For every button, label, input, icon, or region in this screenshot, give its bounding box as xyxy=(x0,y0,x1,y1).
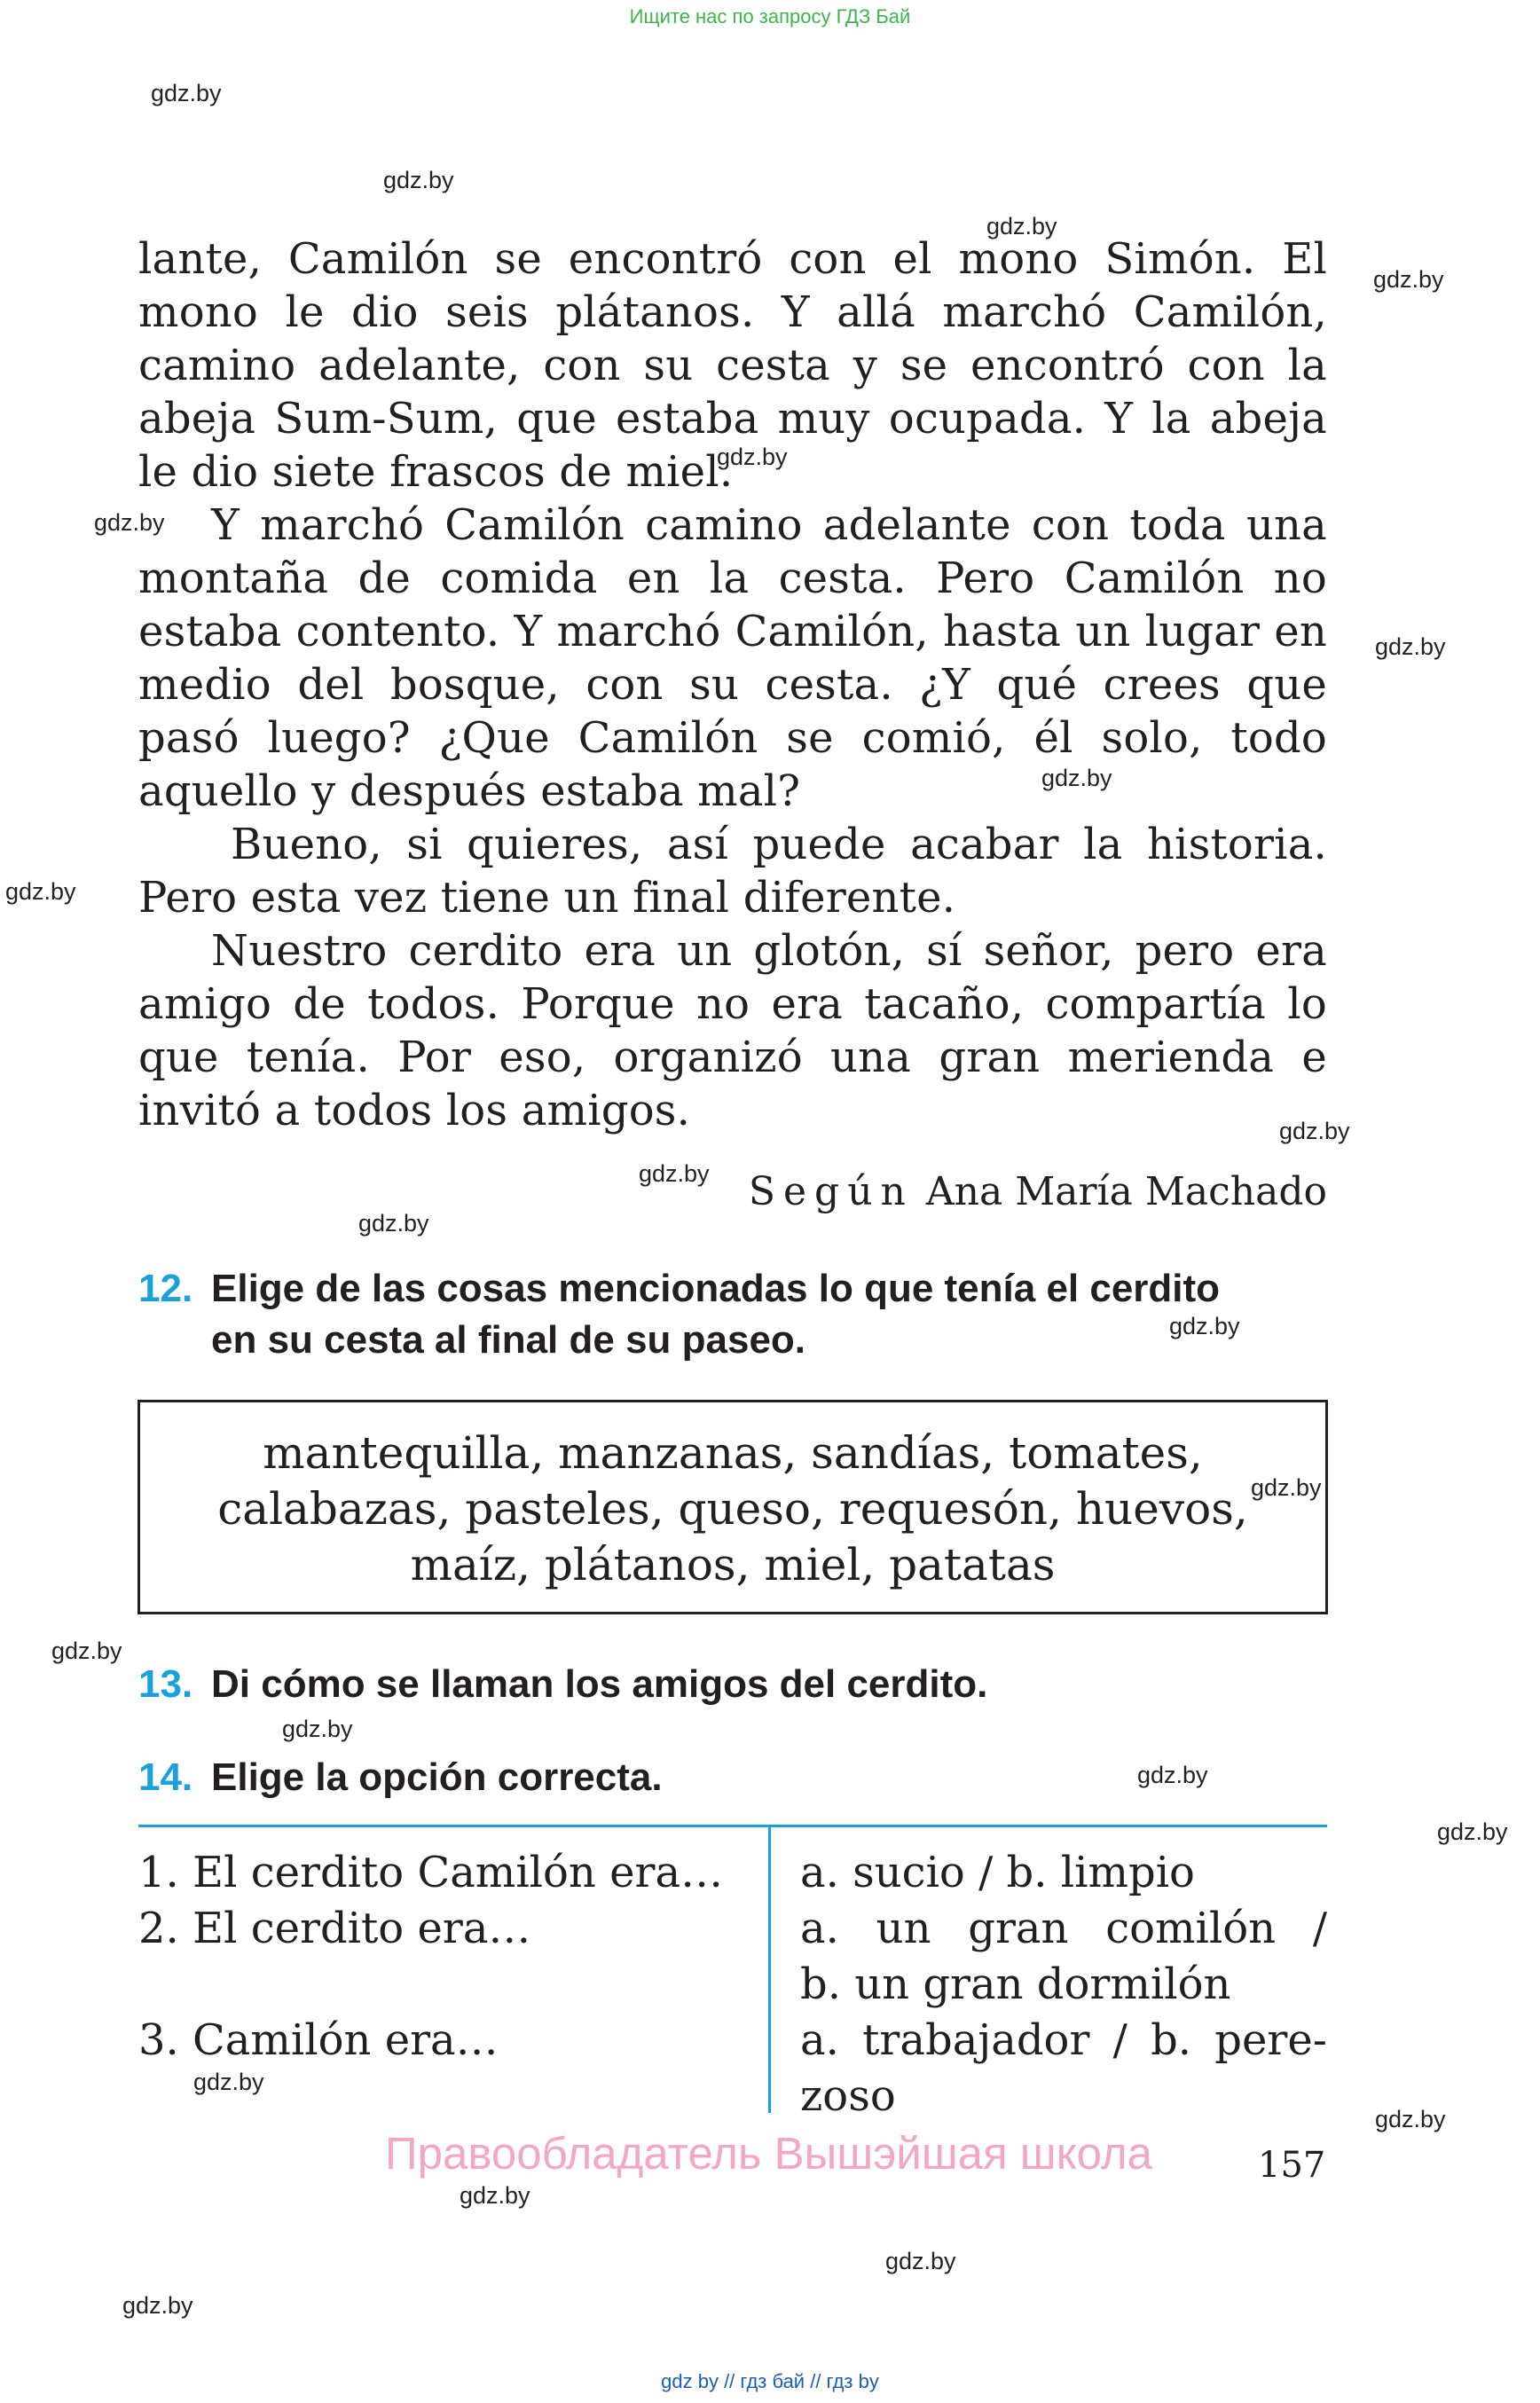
word-box xyxy=(138,1400,1328,1614)
option-prompt: 3. Camilón era… xyxy=(138,2015,499,2065)
author-prefix: Según xyxy=(748,1169,914,1214)
options-left-column xyxy=(138,1845,759,2069)
story-paragraph: Bueno, si quieres, así puede acabar la historia. Pero esta vez tiene un final diferente. xyxy=(138,820,1327,923)
story-paragraph: lante, Camilón se encontró con el mono Simón. El mono le dio seis plátanos. Y allá marchó Camilón, camino adelante, con su cesta y se encontró con la abeja Sum-Sum, que estaba muy ocupada. Y la abeja le dio siete frascos de miel. xyxy=(138,234,1327,497)
table-divider xyxy=(768,1827,771,2113)
option-answer: a. trabajador / b. pere- xyxy=(800,2015,1327,2065)
watermark: gdz.by xyxy=(1375,2106,1446,2132)
watermark: gdz.by xyxy=(151,80,222,106)
footer-links[interactable]: gdz by // гдз бай // гдз by xyxy=(661,2370,879,2392)
story-paragraph: Nuestro cerdito era un glotón, sí señor, pero era amigo de todos. Porque no era tacaño, compartía lo que tenía. Por eso, organizó una gran merienda e invitó a todos los amigos. xyxy=(138,926,1327,1135)
watermark: gdz.by xyxy=(122,2292,193,2319)
word-box-line: mantequilla, manzanas, sandías, tomates, xyxy=(263,1427,1203,1479)
story-paragraph: Y marchó Camilón camino adelante con toda una montaña de comida en la cesta. Pero Camilón no estaba contento. Y marchó Camilón, hasta un lugar en medio del bosque, con su cesta. ¿Y qué crees que pasó luego? ¿Que Camilón se comió, él solo, todo aquello y después estaba mal? xyxy=(138,500,1327,816)
word-box-line: calabazas, pasteles, queso, requesón, huevos, xyxy=(217,1483,1248,1535)
task-13 xyxy=(138,1659,987,1710)
task-number: 12. xyxy=(138,1267,193,1310)
author-attribution xyxy=(749,1169,1327,1214)
copyright-notice: Правообладатель Вышэйшая школа xyxy=(385,2128,1152,2179)
option-answer: a. un gran comilón / xyxy=(800,1904,1327,1953)
story-text xyxy=(138,232,1327,1137)
option-answer: b. un gran dormilón xyxy=(800,1959,1231,2009)
task-number: 13. xyxy=(138,1662,193,1706)
task-text: Di cómo se llaman los amigos del cerdito. xyxy=(211,1662,988,1706)
watermark: gdz.by xyxy=(383,167,454,193)
watermark: gdz.by xyxy=(639,1160,710,1187)
watermark: gdz.by xyxy=(282,1716,353,1742)
option-answer: zoso xyxy=(800,2071,896,2121)
watermark: gdz.by xyxy=(1375,633,1446,660)
watermark: gdz.by xyxy=(1137,1762,1208,1788)
option-prompt: 2. El cerdito era… xyxy=(138,1904,531,1953)
task-text: Elige la opción correcta. xyxy=(211,1755,663,1799)
watermark: gdz.by xyxy=(885,2248,956,2274)
watermark: gdz.by xyxy=(193,2069,264,2095)
watermark: gdz.by xyxy=(717,444,788,470)
watermark: gdz.by xyxy=(1041,765,1112,791)
word-box-line: maíz, plátanos, miel, patatas xyxy=(410,1539,1056,1590)
watermark: gdz.by xyxy=(358,1210,429,1237)
task-text: en su cesta al final de su paseo. xyxy=(211,1318,806,1362)
task-12 xyxy=(138,1263,1220,1366)
watermark: gdz.by xyxy=(1169,1313,1240,1339)
page-number: 157 xyxy=(1258,2145,1326,2186)
task-number: 14. xyxy=(138,1755,193,1799)
options-right-column xyxy=(800,1845,1327,2124)
watermark: gdz.by xyxy=(94,509,165,536)
watermark: gdz.by xyxy=(1279,1118,1350,1144)
watermark: gdz.by xyxy=(5,878,76,905)
options-table xyxy=(138,1825,1327,2121)
watermark: gdz.by xyxy=(1373,266,1444,293)
watermark: gdz.by xyxy=(460,2182,530,2209)
watermark: gdz.by xyxy=(51,1637,122,1664)
option-answer: a. sucio / b. limpio xyxy=(800,1848,1195,1897)
author-name: Ana María Machado xyxy=(925,1169,1327,1214)
watermark: gdz.by xyxy=(1437,1818,1508,1845)
task-text: Elige de las cosas mencionadas lo que tenía el cerdito xyxy=(211,1267,1221,1310)
task-14 xyxy=(138,1752,663,1803)
top-banner[interactable]: Ищите нас по запросу ГДЗ Бай xyxy=(629,5,911,27)
watermark: gdz.by xyxy=(986,213,1057,240)
option-prompt: 1. El cerdito Camilón era… xyxy=(138,1848,724,1897)
watermark: gdz.by xyxy=(1251,1474,1322,1501)
